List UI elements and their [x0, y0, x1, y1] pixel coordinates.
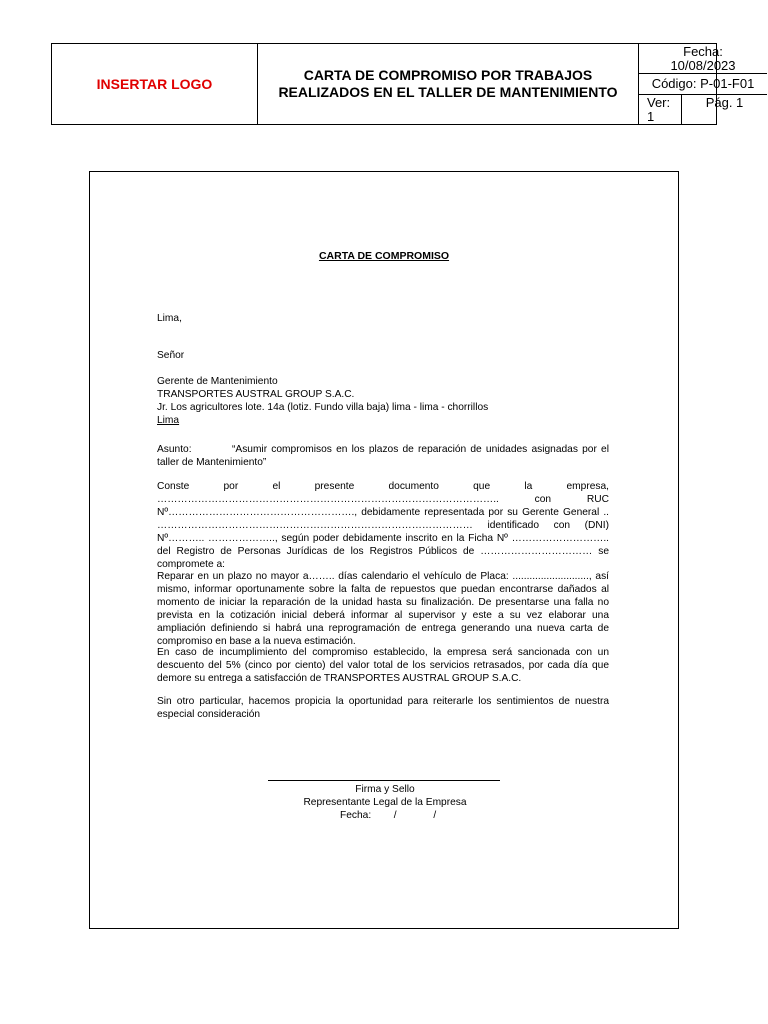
asunto-block: [157, 443, 609, 469]
closing-paragraph: Sin otro particular, hacemos propicia la oportunidad para reiterarle los sentimientos de nuestra especial consideración: [157, 696, 609, 720]
fecha-value: 10/08/2023: [670, 58, 736, 73]
letter-city: Lima,: [157, 313, 182, 324]
asunto-label: Asunto:: [157, 444, 192, 455]
recipient-company: TRANSPORTES AUSTRAL GROUP S.A.C.: [157, 389, 355, 400]
recipient-role: Gerente de Mantenimiento: [157, 376, 278, 387]
document-title: CARTA DE COMPROMISO POR TRABAJOS REALIZADOS EN EL TALLER DE MANTENIMIENTO: [258, 44, 639, 124]
paragraph-2: Reparar en un plazo no mayor a…….. días calendario el vehículo de Placa: ..........................., así mismo, informar oportunamente sobre la falta de repuestos que puedan encontrarse dañados al momento de iniciar la reparación de la unidad hasta su finalización. De presentarse una falla no prevista en la cotización inicial deberá informar al supervisor y este a su vez elaborar una ampliación definiendo si habrá una reprogramación de entrega generando una nueva carta de compromiso en base a la nueva estimación.: [157, 571, 609, 647]
page-number: Pág. 1: [705, 95, 744, 110]
signature-line: [268, 780, 500, 781]
codigo-cell: Código: P-01-F01: [639, 74, 767, 95]
recipient-block: [157, 375, 609, 427]
fecha-cell: [639, 44, 767, 74]
signature-date: Fecha: / /: [340, 810, 437, 821]
recipient-address: Jr. Los agricultores lote. 14a (lotiz. Fundo villa baja) lima - lima - chorrillos: [157, 402, 489, 413]
document-meta: [639, 44, 767, 124]
version-label: Ver:: [647, 95, 671, 110]
version-cell: [639, 95, 682, 124]
letter-frame: [89, 171, 679, 929]
recipient-city: Lima: [157, 415, 180, 426]
letter-salutation: Señor: [157, 350, 185, 361]
document-header: [51, 43, 755, 125]
letter-title: CARTA DE COMPROMISO: [318, 250, 450, 262]
asunto-text: “Asumir compromisos en los plazos de reparación de unidades asignadas por el taller de Mantenimiento”: [157, 444, 609, 468]
version-value: 1: [647, 109, 655, 124]
fecha-label: Fecha:: [683, 44, 723, 59]
signature-label: Firma y Sello: [355, 784, 415, 795]
paragraph-1: Conste por el presente documento que la empresa, ……………………………………………………………………………………….. con RUC Nº………………………………………………., debidamente representada por su Gerente General .. ………………………………………………………………………………… identificado con (DNI) Nº……….. ……………….., según poder debidamente inscrito en la Ficha Nº ……………………….. del Registro de Personas Jurídicas de los Registros Públicos de …………………………… se compromete a:: [157, 481, 609, 570]
logo-placeholder: INSERTAR LOGO: [52, 44, 258, 124]
paragraph-3: En caso de incumplimiento del compromiso establecido, la empresa será sancionada con un descuento del 5% (cinco por ciento) del valor total de los servicios retrasados, por cada día que demore su entrega a satisfacción de TRANSPORTES AUSTRAL GROUP S.A.C.: [157, 647, 609, 684]
signature-role: Representante Legal de la Empresa: [303, 797, 467, 808]
